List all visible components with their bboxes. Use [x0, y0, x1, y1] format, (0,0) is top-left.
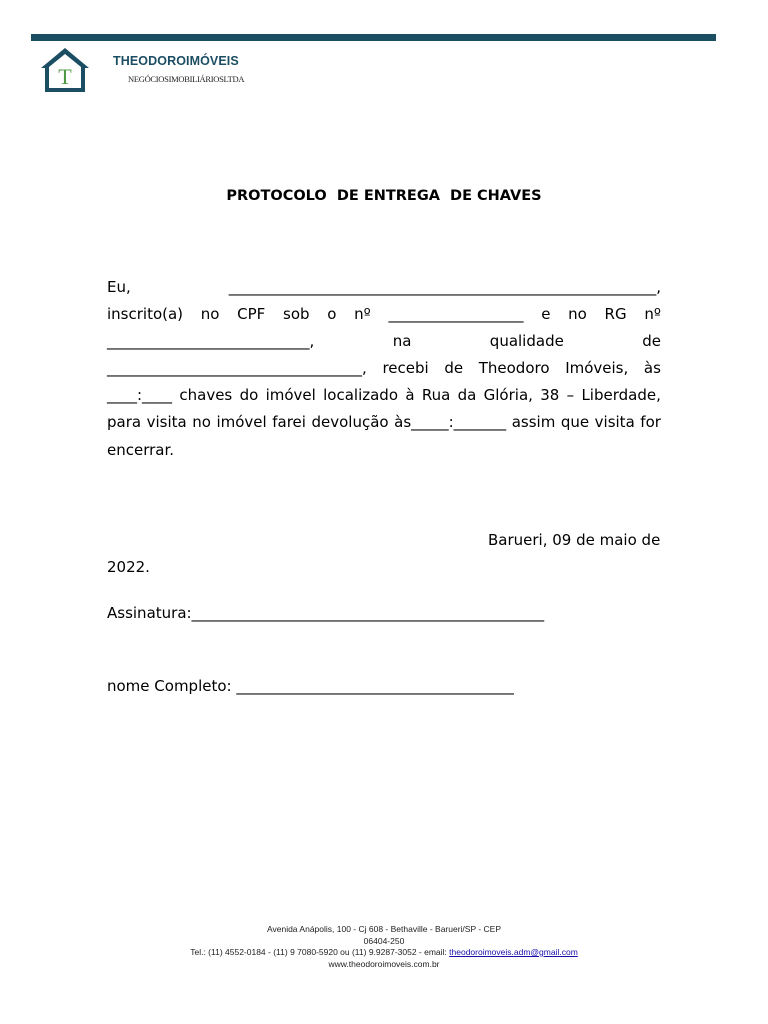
body-word: para [107, 413, 142, 431]
signature-blank: _______________________________________________ [191, 604, 545, 622]
place-date: Barueri, 09 de maio de [488, 531, 661, 549]
signature-label: Assinatura: [107, 604, 192, 622]
full-name-blank: _____________________________________ [236, 677, 514, 695]
body-word: Rua [421, 386, 451, 404]
body-word: ____:____ [107, 386, 173, 404]
body-word: à [405, 386, 415, 404]
body-line-2 [107, 301, 661, 328]
body-word: devolução [311, 413, 389, 431]
body-word: nº [354, 305, 371, 323]
body-word: Glória, [483, 386, 533, 404]
company-subtitle: NEGÓCIOSIMOBILIÁRIOSLTDA [128, 74, 245, 84]
body-line-3 [107, 328, 661, 355]
body-word: qualidade [489, 332, 564, 350]
body-word: no [568, 305, 587, 323]
body-word: imóvel [265, 386, 316, 404]
body-line-1 [107, 274, 661, 301]
body-word: Theodoro [478, 359, 550, 377]
body-word: 38 [540, 386, 560, 404]
footer [0, 924, 768, 970]
body-word: localizado [323, 386, 399, 404]
body-line-6 [107, 409, 661, 436]
body-word: ___________________________, [107, 332, 315, 350]
footer-website: www.theodoroimoveis.com.br [328, 958, 440, 969]
signature-line [107, 600, 544, 627]
full-name-line [107, 673, 514, 700]
body-word: Imóveis, [565, 359, 629, 377]
date-year: 2022. [107, 558, 150, 576]
body-word: que [560, 413, 590, 431]
body-word: visita [146, 413, 187, 431]
body-word: __________________ [388, 305, 524, 323]
body-word: às_____:_______ [394, 413, 507, 431]
body-word: chaves [179, 386, 233, 404]
body-word: imóvel [216, 413, 267, 431]
body-word: for [640, 413, 661, 431]
body-word: da [457, 386, 477, 404]
body-word: CPF [237, 305, 266, 323]
body-word: assim [511, 413, 556, 431]
body-word: RG [604, 305, 627, 323]
footer-email-link[interactable]: theodoroimoveis.adm@gmail.com [449, 947, 578, 957]
footer-contact [0, 947, 768, 959]
svg-text:T: T [58, 64, 72, 89]
company-name: THEODOROIMÓVEIS [113, 54, 239, 68]
body-word: __________________________________, [107, 359, 367, 377]
body-line-5 [107, 382, 661, 409]
body-word: de [444, 359, 464, 377]
body-word: no [192, 413, 211, 431]
body-word: nº [644, 305, 661, 323]
footer-address: Avenida Anápolis, 100 - Cj 608 - Bethaville - Barueri/SP - CEP [266, 924, 502, 934]
body-word: do [239, 386, 259, 404]
body-line-4 [107, 355, 661, 382]
body-word: _________________________________________________________, [228, 278, 661, 296]
body-word: no [200, 305, 220, 323]
body-word: e [541, 305, 551, 323]
full-name-label: nome Completo: [107, 677, 237, 695]
footer-phones: Tel.: (11) 4552-0184 - (11) 9 7080-5920 ou (11) 9.9287-3052 - email: [190, 947, 450, 957]
house-logo-icon [39, 46, 91, 94]
body-word: na [392, 332, 412, 350]
body-word: sob [283, 305, 310, 323]
body-word: Liberdade, [581, 386, 661, 404]
header-rule [31, 34, 716, 41]
body-word: inscrito(a) [107, 305, 184, 323]
body-word: recebi [382, 359, 429, 377]
body-word: – [566, 386, 575, 404]
body-word: às [643, 359, 661, 377]
document-title: PROTOCOLO DE ENTREGA DE CHAVES [226, 188, 542, 204]
body-word: o [327, 305, 337, 323]
body-word: Eu, [107, 278, 131, 296]
body-word: farei [272, 413, 306, 431]
body-line-7: encerrar. [107, 441, 175, 459]
footer-cep: 06404-250 [363, 935, 405, 946]
body-word: de [642, 332, 661, 350]
body-word: visita [594, 413, 635, 431]
